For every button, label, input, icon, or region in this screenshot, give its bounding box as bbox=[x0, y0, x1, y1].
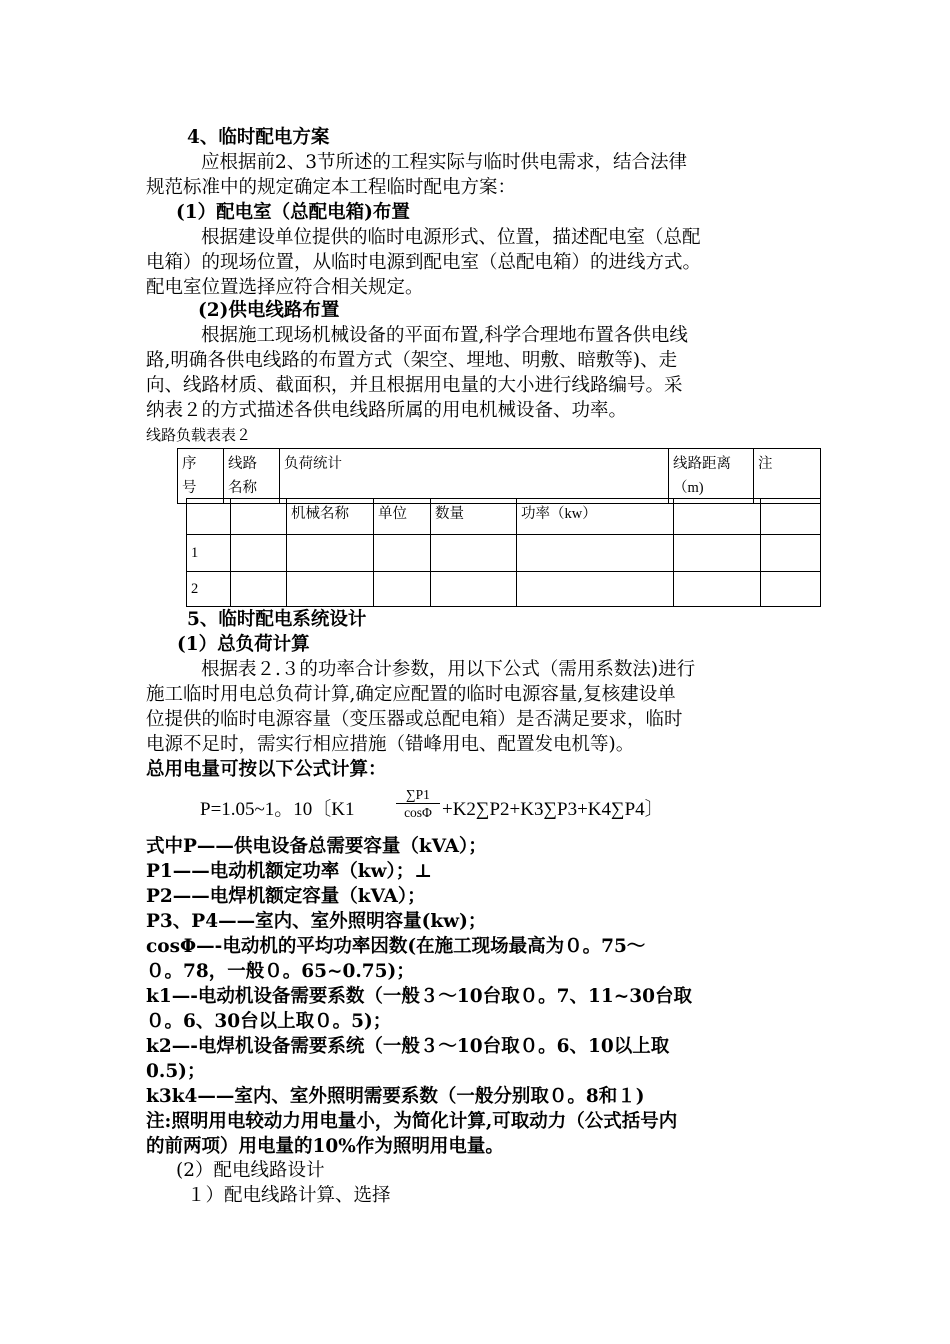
formula-suffix: +K2∑P2+K3∑P3+K4∑P4〕 bbox=[442, 799, 664, 820]
formula-fraction bbox=[396, 786, 440, 822]
table-cell bbox=[674, 499, 761, 535]
table-subheader-row bbox=[187, 499, 821, 535]
para2-line2: 电箱）的现场位置，从临时电源到配电室（总配电箱）的进线方式。 bbox=[146, 252, 702, 273]
table-cell bbox=[231, 499, 287, 535]
line-load-table-header bbox=[177, 448, 821, 504]
section-5-heading: 5、临时配电系统设计 bbox=[187, 609, 367, 630]
table-cell bbox=[761, 572, 821, 607]
table-cell bbox=[231, 535, 287, 572]
table-cell bbox=[231, 572, 287, 607]
subheader-unit: 单位 bbox=[374, 499, 431, 535]
para1-line2: 规范标准中的规定确定本工程临时配电方案： bbox=[146, 177, 517, 198]
subsection-distribution-room-title: (1）配电室（总配电箱)布置 bbox=[176, 202, 410, 223]
table-cell bbox=[761, 535, 821, 572]
para4-line2: 施工临时用电总负荷计算,确定应配置的临时电源容量,复核建设单 bbox=[146, 684, 676, 705]
subsection-line-calc-title: １）配电线路计算、选择 bbox=[187, 1185, 391, 1206]
header-seq: 序 号 bbox=[178, 449, 224, 504]
table-cell bbox=[431, 535, 517, 572]
para4-line3: 位提供的临时电源容量（变压器或总配电箱）是否满足要求，临时 bbox=[146, 709, 683, 730]
def-line: k3k4——室内、室外照明需要系数（一般分别取０。8和１) bbox=[146, 1086, 645, 1107]
row-number: 2 bbox=[187, 572, 231, 607]
note-line: 的前两项）用电量的10%作为照明用电量。 bbox=[146, 1136, 504, 1157]
table-cell bbox=[374, 535, 431, 572]
subheader-machine-name: 机械名称 bbox=[287, 499, 374, 535]
table-cell bbox=[287, 572, 374, 607]
table-row bbox=[187, 535, 821, 572]
para2-line1: 根据建设单位提供的临时电源形式、位置，描述配电室（总配 bbox=[201, 227, 701, 248]
para3-line3: 向、线路材质、截面积，并且根据用电量的大小进行线路编号。采 bbox=[146, 375, 683, 396]
formula-numerator: ∑P1 bbox=[396, 786, 440, 804]
header-load-stats: 负荷统计 bbox=[280, 449, 669, 504]
header-note: 注 bbox=[754, 449, 821, 504]
table-cell bbox=[374, 572, 431, 607]
def-line: P1——电动机额定功率（kw）；⊥ bbox=[146, 861, 433, 882]
para2-line3: 配电室位置选择应符合相关规定。 bbox=[146, 277, 424, 298]
table-cell bbox=[517, 535, 674, 572]
table-caption: 线路负载表表２ bbox=[146, 428, 252, 444]
formula-denominator: cosΦ bbox=[404, 805, 432, 820]
para3-line1: 根据施工现场机械设备的平面布置,科学合理地布置各供电线 bbox=[201, 325, 688, 346]
def-line: k2—-电焊机设备需要系统（一般３～10台取０。6、10以上取 bbox=[146, 1036, 670, 1057]
table-cell bbox=[517, 572, 674, 607]
subheader-quantity: 数量 bbox=[431, 499, 517, 535]
total-power-label: 总用电量可按以下公式计算： bbox=[146, 759, 387, 780]
subheader-power: 功率（kw） bbox=[517, 499, 674, 535]
table-cell bbox=[674, 535, 761, 572]
def-line: 式中P——供电设备总需要容量（kVA）； bbox=[146, 836, 487, 857]
note-line: 注:照明用电较动力用电量小，为简化计算,可取动力（公式括号内 bbox=[146, 1111, 678, 1132]
table-row bbox=[187, 572, 821, 607]
line-load-table-body bbox=[186, 498, 821, 607]
header-line-name: 线路 名称 bbox=[224, 449, 280, 504]
def-line: 0.5)； bbox=[146, 1061, 206, 1082]
table-cell bbox=[187, 499, 231, 535]
def-line: cosΦ—-电动机的平均功率因数(在施工现场最高为０。75～ bbox=[146, 936, 646, 957]
table-cell bbox=[431, 572, 517, 607]
table-cell bbox=[761, 499, 821, 535]
def-line: P2——电焊机额定容量（kVA）； bbox=[146, 886, 426, 907]
section-4-heading: 4、临时配电方案 bbox=[187, 127, 330, 148]
subsection-supply-lines-title: (2)供电线路布置 bbox=[198, 300, 340, 321]
para3-line4: 纳表２的方式描述各供电线路所属的用电机械设备、功率。 bbox=[146, 400, 628, 421]
def-line: ０。78，一般０。65~0.75)； bbox=[146, 961, 415, 982]
row-number: 1 bbox=[187, 535, 231, 572]
para1-line1: 应根据前2、3节所述的工程实际与临时供电需求，结合法律 bbox=[201, 152, 688, 173]
table-cell bbox=[287, 535, 374, 572]
para3-line2: 路,明确各供电线路的布置方式（架空、埋地、明敷、暗敷等)、走 bbox=[146, 350, 678, 371]
para4-line4: 电源不足时，需实行相应措施（错峰用电、配置发电机等)。 bbox=[146, 734, 635, 755]
def-line: k1—-电动机设备需要系数（一般３～10台取０。7、11~30台取 bbox=[146, 986, 692, 1007]
header-line-distance: 线路距离 （m) bbox=[669, 449, 754, 504]
para4-line1: 根据表２.３的功率合计参数，用以下公式（需用系数法)进行 bbox=[201, 659, 696, 680]
def-line: ０。6、30台以上取０。5)； bbox=[146, 1011, 392, 1032]
subsection-total-load-title: (1）总负荷计算 bbox=[177, 634, 310, 655]
def-line: P3、P4——室内、室外照明容量(kw)； bbox=[146, 911, 487, 932]
subsection-line-design-title: (2）配电线路设计 bbox=[176, 1160, 325, 1181]
formula-prefix: P=1.05~1。10〔K1 bbox=[200, 799, 355, 820]
table-cell bbox=[674, 572, 761, 607]
